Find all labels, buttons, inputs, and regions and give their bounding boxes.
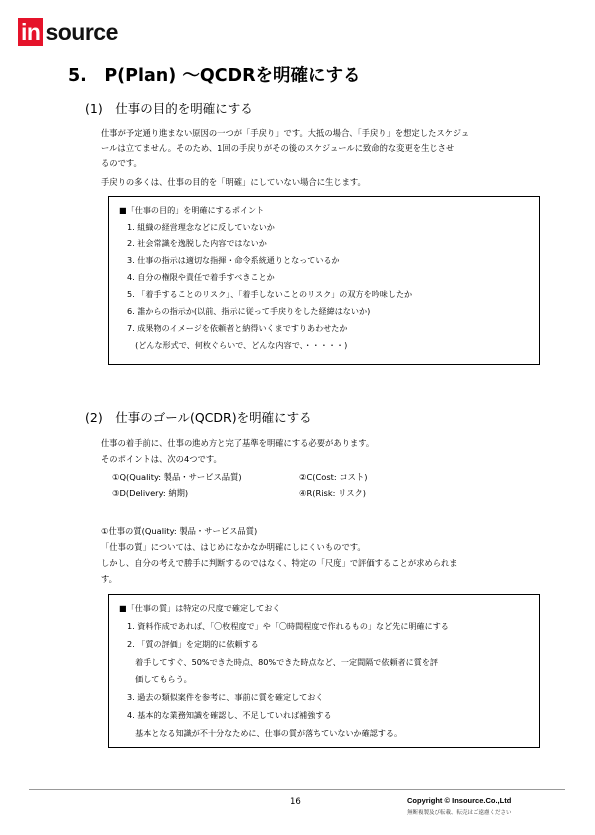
qcdr-point-cost: ②C(Cost: コスト) <box>299 472 368 482</box>
purpose-item: 6. 誰からの指示か(以前、指示に従って手戻りをした経緯はないか) <box>127 306 371 316</box>
purpose-item: 4. 自分の権限や責任で着手すべきことか <box>127 272 275 282</box>
quality-item: 3. 過去の類似案件を参考に、事前に質を確定しておく <box>127 692 324 702</box>
section1-title: (1) 仕事の目的を明確にする <box>85 101 253 116</box>
section1-para-3: るのです。 <box>101 158 142 168</box>
page-title: 5. P(Plan) ～QCDRを明確にする <box>68 66 361 86</box>
logo-mark: in <box>18 18 43 46</box>
section1-para-4: 手戻りの多くは、仕事の目的を「明確」にしていない場合に生じます。 <box>101 177 366 187</box>
copyright-notice: 無断複製及び転載、転売はご遠慮ください <box>407 810 512 816</box>
qcdr-point-delivery: ③D(Delivery: 納期) <box>112 488 189 498</box>
quality-subtitle: ①仕事の質(Quality: 製品・サービス品質) <box>101 526 258 536</box>
qcdr-point-risk: ④R(Risk: リスク) <box>299 488 367 498</box>
quality-para-1: 「仕事の質」については、はじめになかなか明確にしにくいものです。 <box>101 542 366 552</box>
logo-text: source <box>45 19 118 45</box>
quality-item: 2. 「質の評価」を定期的に依頼する <box>127 639 259 649</box>
quality-item: 4. 基本的な業務知識を確認し、不足していれば補強する <box>127 710 332 720</box>
purpose-points-box <box>108 196 540 365</box>
copyright: Copyright © Insource.Co.,Ltd <box>407 796 512 805</box>
page-number: 16 <box>290 797 301 807</box>
purpose-item: 7. 成果物のイメージを依頼者と納得いくまですりあわせたか <box>127 323 348 333</box>
purpose-item: 1. 組織の経営理念などに反していないか <box>127 222 275 232</box>
section2-title: (2) 仕事のゴール(QCDR)を明確にする <box>85 410 312 425</box>
purpose-item: 5. 「着手することのリスク」、「着手しないことのリスク」の双方を吟味したか <box>127 289 413 299</box>
quality-para-3: す。 <box>101 574 117 584</box>
purpose-item: 2. 社会常識を逸脱した内容ではないか <box>127 238 267 248</box>
insource-logo <box>18 18 118 46</box>
quality-item: 基本となる知識が不十分なために、仕事の質が落ちていないか確認する。 <box>127 728 403 738</box>
purpose-box-title: ■「仕事の目的」を明確にするポイント <box>119 205 265 215</box>
quality-para-2: しかし、自分の考えで勝手に判断するのではなく、特定の「尺度」で評価することが求められま <box>101 558 458 568</box>
purpose-item: 3. 仕事の指示は適切な指揮・命令系統通りとなっているか <box>127 255 340 265</box>
section2-para-1: 仕事の着手前に、仕事の進め方と完了基準を明確にする必要があります。 <box>101 438 375 448</box>
qcdr-point-quality: ①Q(Quality: 製品・サービス品質) <box>112 472 242 482</box>
section2-para-2: そのポイントは、次の4つです。 <box>101 454 222 464</box>
purpose-item: (どんな形式で、何枚ぐらいで、どんな内容で、・・・・・) <box>127 340 348 350</box>
quality-item: 1. 資料作成であれば、「〇枚程度で」や「〇時間程度で作れるもの」など先に明確にする <box>127 621 449 631</box>
section1-para-1: 仕事が予定通り進まない原因の一つが「手戻り」です。大抵の場合、「手戻り」を想定したスケジュ <box>101 128 470 138</box>
section1-para-2: ールは立てません。そのため、1回の手戻りがその後のスケジュールに致命的な変更を生じさせ <box>101 143 455 153</box>
quality-box-title: ■「仕事の質」は特定の尺度で確定しておく <box>119 603 281 613</box>
quality-item: 価してもらう。 <box>127 674 192 684</box>
footer-divider <box>29 789 565 790</box>
quality-item: 着手してすぐ、50%できた時点、80%できた時点など、一定間隔で依頼者に質を評 <box>127 657 439 667</box>
quality-measure-box <box>108 594 540 748</box>
